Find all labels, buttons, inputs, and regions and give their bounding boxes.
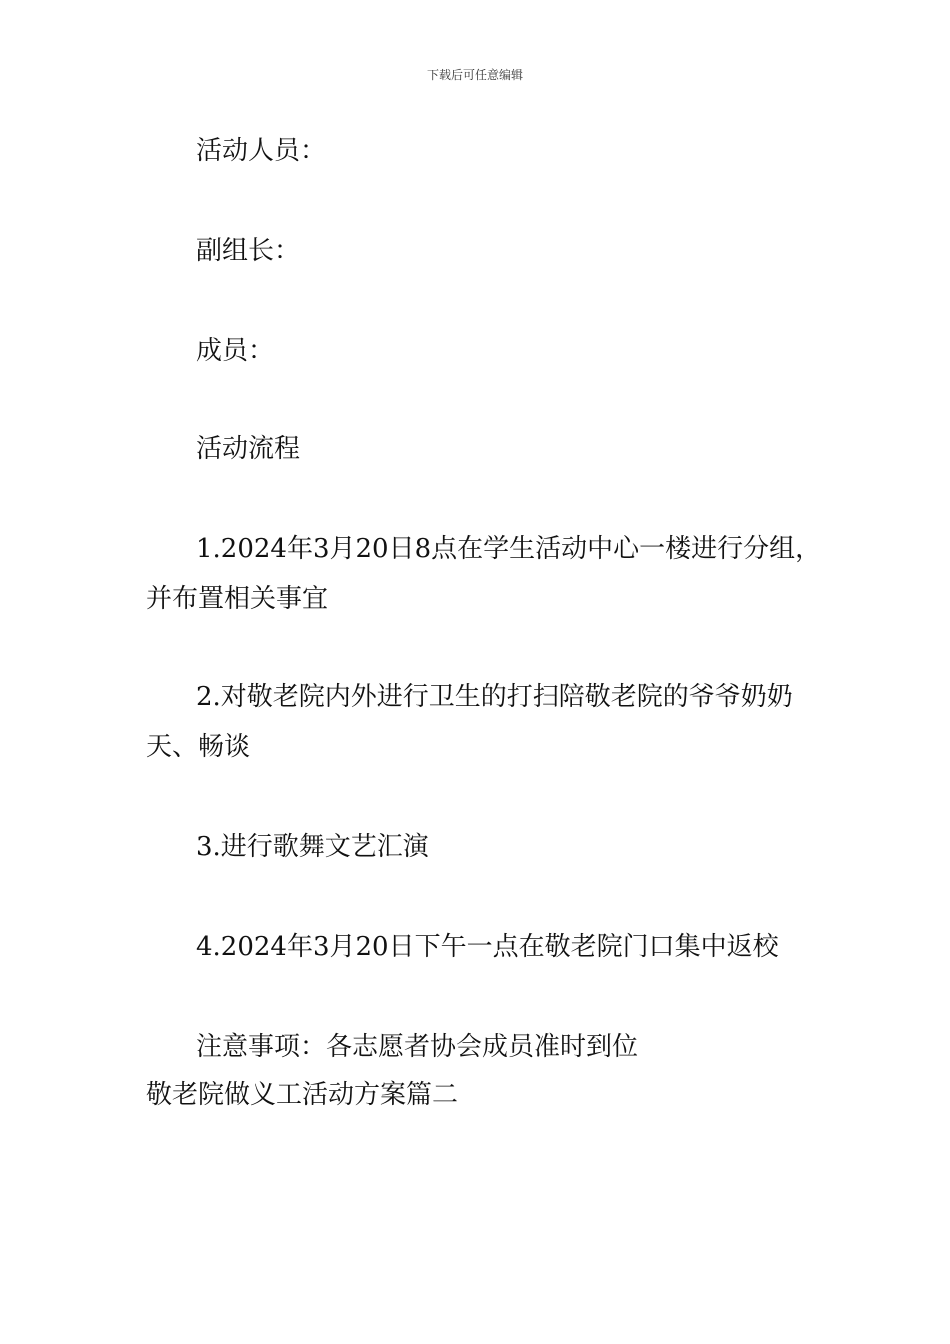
section-heading-activity-flow: 活动流程 — [196, 434, 301, 464]
flow-step-1-line-1: 1.2024年3月20日8点在学生活动中心一楼进行分组， — [196, 534, 822, 564]
flow-step-4: 4.2024年3月20日下午一点在敬老院门口集中返校 — [196, 932, 779, 962]
page-header: 下载后可任意编辑 — [426, 68, 523, 82]
flow-step-3: 3.进行歌舞文艺汇演 — [196, 832, 429, 862]
flow-step-2-line-1: 2.对敬老院内外进行卫生的打扫陪敬老院的爷爷奶奶 — [196, 682, 793, 712]
paragraph-members: 成员： — [196, 336, 275, 366]
paragraph-vice-leader: 副组长： — [196, 236, 301, 266]
section-title-plan-two: 敬老院做义工活动方案篇二 — [146, 1080, 459, 1110]
paragraph-activity-members: 活动人员： — [196, 136, 327, 166]
paragraph-notes: 注意事项：各志愿者协会成员准时到位 — [196, 1032, 639, 1062]
flow-step-2-line-2: 天、畅谈 — [146, 732, 251, 762]
flow-step-1-line-2: 并布置相关事宜 — [146, 584, 329, 614]
